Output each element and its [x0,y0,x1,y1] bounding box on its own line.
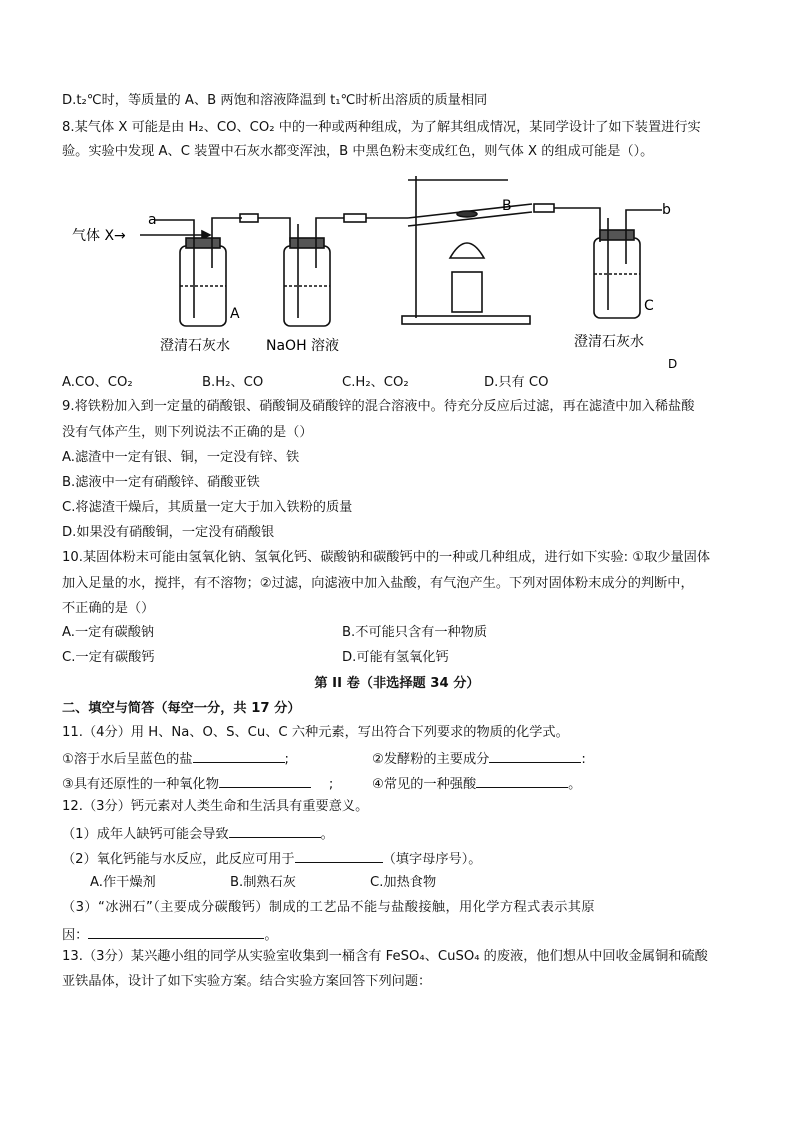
section-heading: 二、填空与简答（每空一分，共 17 分） [62,701,301,716]
q10-stem-line1: 10.某固体粉末可能由氢氧化钠、氢氧化钙、碳酸钠和碳酸钙中的一种或几种组成，进行如下实验: ①取少量固体 [62,550,711,565]
q10-option-b: B.不可能只含有一种物质 [342,625,488,640]
q8-apparatus-figure [62,168,702,368]
q11-item-4: ④常见的一种强酸 。 [372,773,581,794]
q13-stem-line1: 13.（3分）某兴趣小组的同学从实验室收集到一桶含有 FeSO₄、CuSO₄ 的废液，他们想从中回收金属铜和硫酸 [62,949,708,964]
q9-stem-line2: 没有气体产生，则下列说法不正确的是（） [62,425,313,440]
bottle-c [594,238,640,318]
label-C: C [644,298,654,314]
bottle-naoh-label: NaOH 溶液 [266,338,340,354]
q8-stem-line2: 验。实验中发现 A、C 装置中石灰水都变浑浊，B 中黑色粉末变成红色，则气体 X 的组成可能是（）。 [62,144,654,159]
q9-stem-line1: 9.将铁粉加入到一定量的硝酸银、硝酸铜及硝酸锌的混合溶液中。待充分反应后过滤，再在滤渣中加入稀盐酸 [62,399,695,414]
bottle-a-label: 澄清石灰水 [160,338,230,354]
q8-option-c: C.H₂、CO₂ [342,375,409,390]
q10-option-d: D.可能有氢氧化钙 [342,650,449,665]
q10-option-c: C.一定有碳酸钙 [62,650,155,665]
q10-option-a: A.一定有碳酸钠 [62,625,155,640]
q11-stem: 11.（4分）用 H、Na、O、S、Cu、C 六种元素，写出符合下列要求的物质的化学式。 [62,725,569,740]
label-b: b [662,202,671,218]
q11-item-1: ①溶于水后呈蓝色的盐 ; [62,748,289,769]
q11-item-3: ③具有还原性的一种氧化物 ; [62,773,333,794]
q8-stem-line1: 8.某气体 X 可能是由 H₂、CO、CO₂ 中的一种或两种组成，为了解其组成情况，某同学设计了如下装置进行实 [62,120,701,135]
answer-blank[interactable] [295,848,383,863]
q7-option-d: D.t₂℃时，等质量的 A、B 两饱和溶液降温到 t₁℃时析出溶质的质量相同 [62,93,488,108]
answer-blank[interactable] [88,924,264,939]
q12-part2: （2）氧化钙能与水反应，此反应可用于 （填字母序号）。 [62,848,481,869]
bottle-c-label: 澄清石灰水 [574,334,644,350]
q12-option-c: C.加热食物 [370,875,437,890]
q8-option-d: D.只有 CO [484,375,549,390]
q12-option-a: A.作干燥剂 [90,875,156,890]
q13-stem-line2: 亚铁晶体，设计了如下实验方案。结合实验方案回答下列问题： [62,974,432,989]
answer-blank[interactable] [193,748,285,763]
answer-blank[interactable] [476,773,568,788]
q10-stem-line2: 加入足量的水，搅拌，有不溶物；②过滤，向滤液中加入盐酸，有气泡产生。下列对固体粉末成分的判断中， [62,576,694,591]
label-D: D [668,357,678,368]
section-title: 第 II 卷（非选择题 34 分） [314,676,480,691]
q8-option-a: A.CO、CO₂ [62,375,133,390]
q9-option-b: B.滤液中一定有硝酸锌、硝酸亚铁 [62,475,260,490]
q11-item-2: ②发酵粉的主要成分 : [372,748,586,769]
label-A: A [230,306,240,322]
label-B: B [502,198,512,214]
q9-option-c: C.将滤渣干燥后，其质量一定大于加入铁粉的质量 [62,500,353,515]
q9-option-d: D.如果没有硝酸铜，一定没有硝酸银 [62,525,275,540]
q12-part3-line2: 因： 。 [62,924,278,945]
answer-blank[interactable] [489,748,581,763]
q12-stem: 12.（3分）钙元素对人类生命和生活具有重要意义。 [62,799,369,814]
q9-option-a: A.滤渣中一定有银、铜，一定没有锌、铁 [62,450,300,465]
q12-option-b: B.制熟石灰 [230,875,296,890]
q8-option-b: B.H₂、CO [202,375,264,390]
q10-stem-line3: 不正确的是（） [62,601,155,616]
gas-x-label: 气体 X→ [72,228,126,244]
answer-blank[interactable] [219,773,311,788]
q12-part3-line1: （3）“冰洲石”（主要成分碳酸钙）制成的工艺品不能与盐酸接触，用化学方程式表示其原 [62,900,595,915]
q12-part1: （1）成年人缺钙可能会导致 。 [62,823,334,844]
label-a: a [148,212,157,228]
answer-blank[interactable] [229,823,321,838]
